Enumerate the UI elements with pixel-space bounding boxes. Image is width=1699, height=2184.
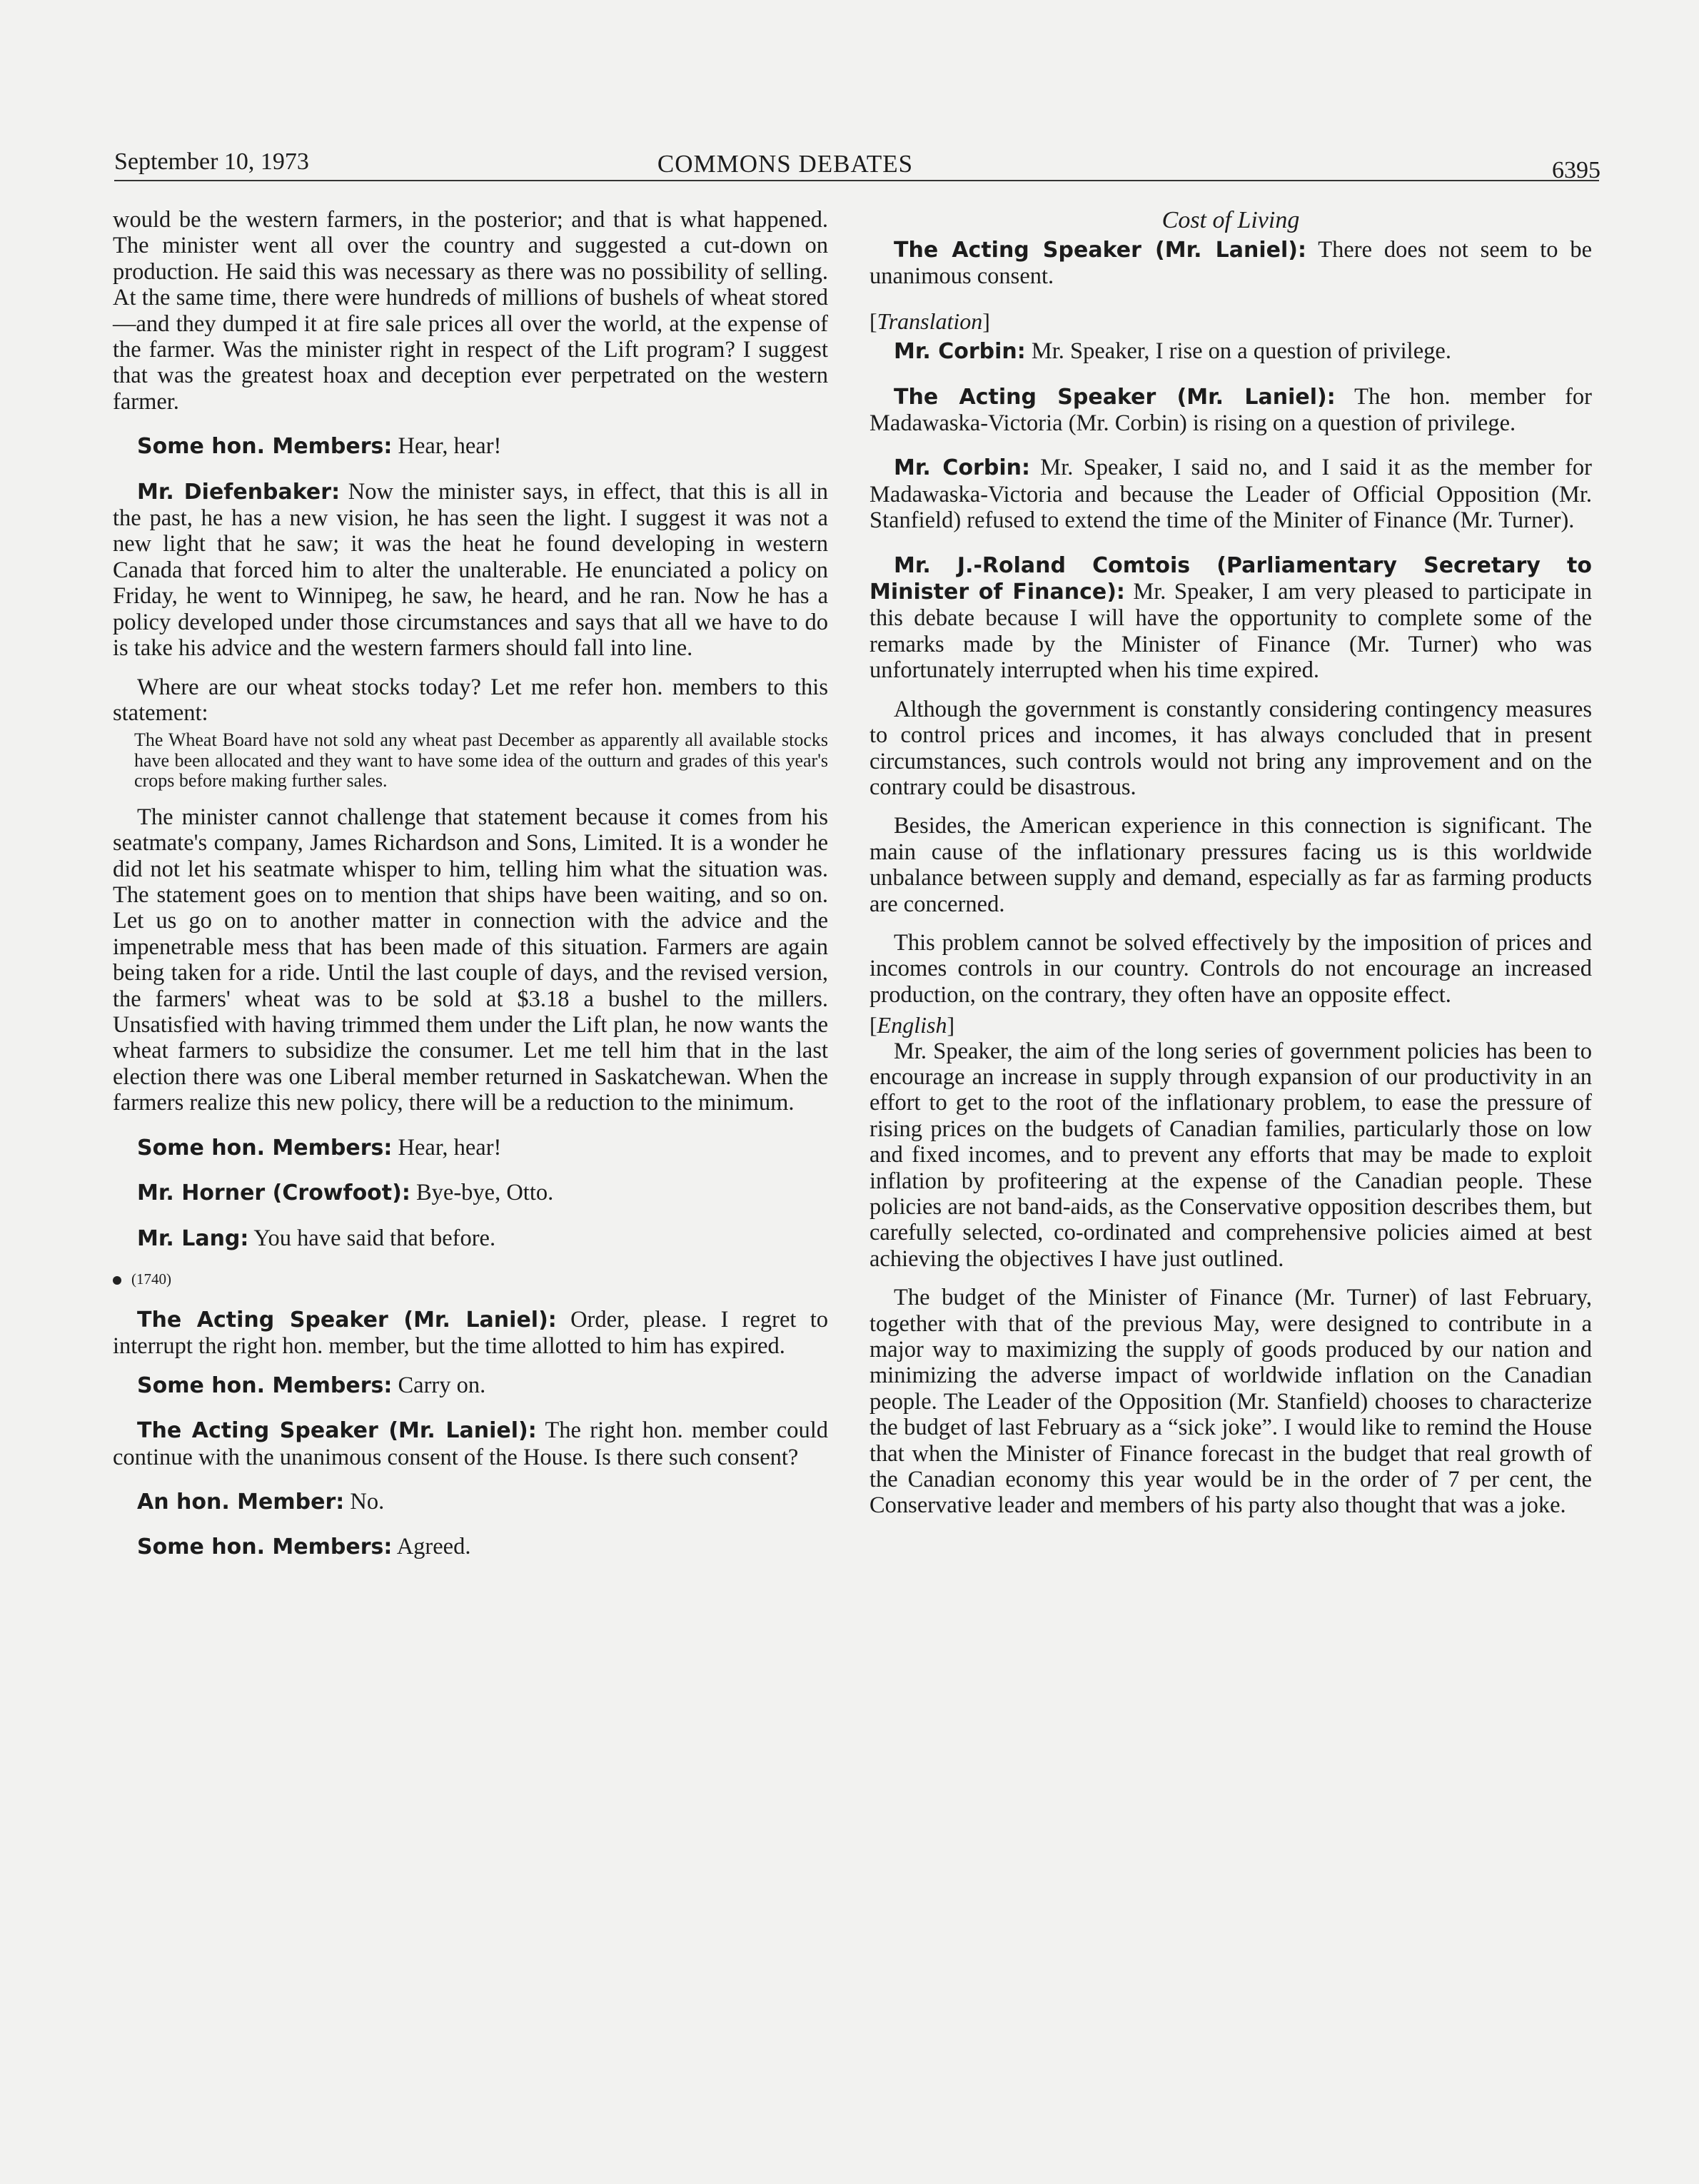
speech-text: There does not seem to be unanimous consent.: [869, 237, 1592, 290]
speech: [113, 1489, 828, 1515]
paragraph: would be the western farmers, in the posterior; and that is what happened. The minister went all over the country and suggested a cut-down on production. He said this was necessary as there was no possibility of selling. At the same time, there were hundreds of millions of bushels of wheat stored—and they dumped it at fire sale prices all over the world, at the expense of the farmer. Was the minister right in respect of the Lift program? I suggest that was the greatest hoax and deception ever perpetrated on the western farmer.: [113, 207, 828, 415]
speaker-name: An hon. Member:: [137, 1489, 345, 1515]
speech-text: Bye-bye, Otto.: [410, 1180, 554, 1206]
speaker-name: The Acting Speaker (Mr. Laniel):: [137, 1307, 557, 1333]
speaker-name: Mr. Corbin:: [894, 455, 1030, 481]
speaker-name: Mr. Diefenbaker:: [137, 479, 341, 505]
speech: [869, 384, 1592, 437]
speech: [869, 455, 1592, 533]
block-quote: The Wheat Board have not sold any wheat past December as apparently all available stocks have been allocated and they want to have some idea of the outturn and grades of this year's crops before making further sales.: [134, 729, 828, 792]
speaker-name: The Acting Speaker (Mr. Laniel):: [894, 238, 1306, 263]
speaker-name: Mr. J.-Roland Comtois (Parliamentary Secretary to Minister of Finance):: [869, 552, 1592, 605]
speech: [113, 1180, 828, 1206]
speech-text: Hear, hear!: [392, 1134, 502, 1161]
left-column: [113, 207, 828, 1561]
speech-text: Carry on.: [392, 1372, 486, 1398]
speech: [869, 237, 1592, 290]
speech-text: Hear, hear!: [392, 433, 502, 460]
paragraph: Although the government is constantly considering contingency measures to control prices and incomes, it has always concluded that in present circumstances, such controls would not bring any improvement and on the contrary could be disastrous.: [869, 696, 1592, 800]
page-number: 6395: [1552, 157, 1600, 183]
speaker-name: Some hon. Members:: [137, 1535, 393, 1560]
language-tag: [Translation]: [869, 308, 990, 334]
speech: [113, 1417, 828, 1470]
speech-text: Now the minister says, in effect, that this is all in the past, he has a new vision, he has seen the light. I suggest it was not a new light that he saw; it was the heat he found developing in western Canada that forced him to alter the unalterable. He enunciated a policy on Friday, he went to Winnipeg, he saw, he heard, and he ran. Now he has a policy developed under those circumstances and says that all we have to do is take his advice and the western farmers should fall into line.: [113, 478, 828, 662]
paragraph: The minister cannot challenge that statement because it comes from his seatmate's company, James Richardson and Sons, Limited. It is a wonder he did not let his seatmate whisper to him, telling him what the situation was. The statement goes on to mention that ships have been waiting, and so on. Let us go on to another matter in connection with the advice and the impenetrable mess that has been made of this situation. Farmers are again being taken for a ride. Until the last couple of days, and the revised version, the farmers' wheat was to be sold at $3.18 a bushel to the millers. Unsatisfied with having trimmed them under the Lift plan, he now wants the wheat farmers to subsidize the consumer. Let me tell him that in the last election there was one Liberal member returned in Saskatchewan. When the farmers realize this new policy, there will be a reduction to the minimum.: [113, 804, 828, 1116]
speech: [113, 1225, 828, 1252]
language-tag: [English]: [869, 1012, 955, 1038]
language-tag-text: English: [877, 1012, 947, 1038]
speech: [113, 1307, 828, 1360]
speech: [113, 1135, 828, 1161]
speech: [113, 1372, 828, 1399]
page-header: [114, 144, 1599, 181]
speaker-name: Mr. Horner (Crowfoot):: [137, 1181, 410, 1206]
header-date: September 10, 1973: [114, 148, 309, 175]
right-column: [869, 207, 1592, 1519]
language-tag-text: Translation: [877, 308, 983, 334]
speech: [113, 479, 828, 662]
paragraph: Besides, the American experience in this connection is significant. The main cause of the inflationary pressures facing us is this worldwide unbalance between supply and demand, especially as far as farming products are concerned.: [869, 813, 1592, 917]
speaker-name: Some hon. Members:: [137, 1135, 393, 1161]
running-head: Cost of Living: [1161, 207, 1300, 233]
speaker-name: Some hon. Members:: [137, 1372, 393, 1398]
paragraph: This problem cannot be solved effectively by the imposition of prices and incomes controls in our country. Controls do not encourage an increased production, on the contrary, they often have an opposite effect.: [869, 929, 1592, 1008]
bullet-icon: [113, 1276, 121, 1285]
paragraph: Mr. Speaker, the aim of the long series of government policies has been to encourage an increase in supply through expansion of our productivity in an effort to get to the root of the inflationary problem, to ease the pressure of rising prices on the budgets of Canadian families, particularly those on low and fixed incomes, and to prevent any efforts that may be made to exploit inflation by profiteering at the expense of the Canadian people. These policies are not band-aids, as the Conservative opposition describes them, but carefully selected, co-ordinated and comprehensive policies aimed at best achieving the objectives I have just outlined.: [869, 1038, 1592, 1272]
paragraph: The budget of the Minister of Finance (Mr. Turner) of last February, together with that of the previous May, were designed to contribute in a major way to maximizing the supply of goods produced by our nation and minimizing the adverse impact of worldwide inflation on the Canadian people. The Leader of the Opposition (Mr. Stanfield) chooses to characterize the budget of last February as a “sick joke”. I would like to remind the House that when the Minister of Finance forecast in the budget that real growth of the Canadian economy this year would be in the order of 7 per cent, the Conservative leader and members of his party also thought that was a joke.: [869, 1285, 1592, 1519]
header-title: COMMONS DEBATES: [657, 150, 914, 178]
time-marker: [113, 1270, 828, 1288]
paragraph: Where are our wheat stocks today? Let me refer hon. members to this statement:: [113, 674, 828, 726]
speech-text: Agreed.: [392, 1534, 471, 1560]
speaker-name: Mr. Corbin:: [894, 339, 1026, 365]
speaker-name: The Acting Speaker (Mr. Laniel):: [894, 384, 1336, 410]
time-marker-text: (1740): [131, 1270, 171, 1288]
speech-text: Mr. Speaker, I rise on a question of privilege.: [1025, 338, 1451, 365]
speech-text: No.: [344, 1488, 385, 1515]
speech: [113, 433, 828, 460]
speech-text: Mr. Speaker, I am very pleased to participate in this debate because I will have the opportunity to complete some of the remarks made by the Minister of Finance (Mr. Turner) who was unfortunately interrupted when his time expired.: [869, 579, 1592, 684]
speech-text: Mr. Speaker, I said no, and I said it as the member for Madawaska-Victoria and because the Leader of Official Opposition (Mr. Stanfield) refused to extend the time of the Miniter of Finance (Mr. Turner).: [869, 455, 1592, 534]
speech-text: The right hon. member could continue with the unanimous consent of the House. Is there such consent?: [113, 1417, 828, 1470]
speech-text: The hon. member for Madawaska-Victoria (Mr. Corbin) is rising on a question of privilege.: [869, 383, 1592, 437]
speaker-name: The Acting Speaker (Mr. Laniel):: [137, 1418, 537, 1444]
speaker-name: Some hon. Members:: [137, 434, 393, 460]
speech: [113, 1534, 828, 1560]
speech-text: You have said that before.: [248, 1225, 496, 1251]
speech-text: Order, please. I regret to interrupt the right hon. member, but the time allotted to him has expired.: [113, 1306, 828, 1360]
speech: [869, 552, 1592, 684]
speech: [869, 338, 1592, 365]
speaker-name: Mr. Lang:: [137, 1225, 249, 1251]
